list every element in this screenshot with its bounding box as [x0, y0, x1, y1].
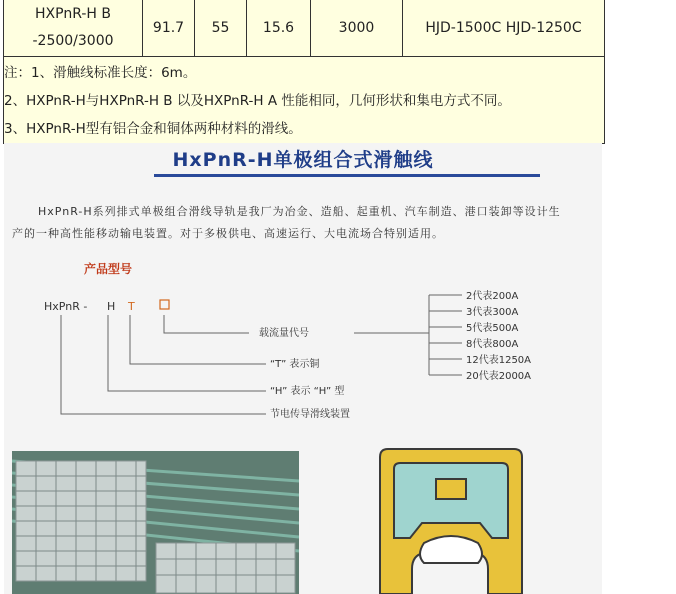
note-1: 注：1、滑触线标准长度：6m。 — [4, 65, 197, 81]
description-line-2: 产的一种高性能移动输电装置。对于多极供电、高速运行、大电流场合特别适用。 — [12, 227, 444, 240]
rating-3: 5代表500A — [466, 323, 519, 334]
diagram-connectors — [61, 295, 462, 414]
model-code-diagram — [4, 143, 602, 443]
table-row — [4, 0, 604, 57]
note-2: 2、HXPnR-H与HXPnR-H B 以及HXPnR-H A 性能相同，几何形状和集电方式不同。 — [4, 93, 511, 109]
code-t: T — [128, 300, 135, 313]
model-cell — [4, 0, 143, 56]
label-energy-saving: 节电传导滑线装置 — [270, 409, 350, 420]
label-current-code: 载流量代号 — [259, 328, 309, 339]
rating-1: 2代表200A — [466, 291, 519, 302]
code-h: H — [107, 300, 116, 313]
value-cell-1: 91.7 — [143, 0, 195, 56]
brochure-title: HxPnR-H单极组合式滑触线 — [172, 149, 434, 171]
spec-table — [3, 0, 605, 144]
value-cell-4: 3000 — [311, 0, 403, 56]
model-line-1: HXPnR-H B — [35, 6, 111, 22]
label-h-type: “H” 表示 “H” 型 — [270, 386, 345, 397]
model-line-2: -2500/3000 — [32, 33, 114, 49]
collector-cell: HJD-1500C HJD-1250C — [425, 20, 582, 36]
note-3: 3、HXPnR-H型有铝合金和铜体两种材料的滑线。 — [4, 121, 302, 137]
rating-6: 20代表2000A — [466, 371, 532, 382]
value-cell-3: 15.6 — [247, 0, 311, 56]
rating-4: 8代表800A — [466, 339, 519, 350]
rating-2: 3代表300A — [466, 307, 519, 318]
label-t-copper: “T” 表示铜 — [270, 359, 320, 370]
rating-5: 12代表1250A — [466, 355, 532, 366]
value-cell-2: 55 — [195, 0, 247, 56]
model-code-heading: 产品型号 — [84, 262, 133, 276]
code-box-icon — [160, 300, 169, 309]
rail-stack-photo — [12, 451, 299, 594]
brochure-image — [4, 143, 602, 594]
code-prefix: HxPnR - — [44, 300, 88, 313]
rail-profile-icon — [376, 443, 526, 594]
description-line-1: HxPnR-H系列排式单极组合滑线导轨是我厂为冶金、造船、起重机、汽车制造、港口装卸等设计生 — [38, 205, 561, 218]
notes-block — [4, 57, 604, 143]
